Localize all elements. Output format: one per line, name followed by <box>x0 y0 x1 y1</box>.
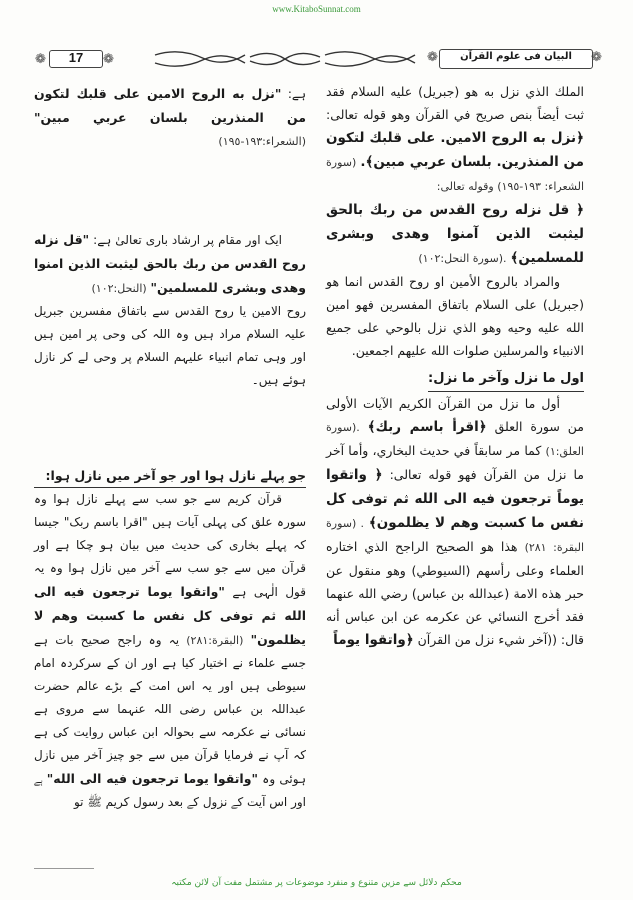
body-text: كما مر سابقاً في حديث البخاري، وأما آخر ما نزل من القرآن فهو قوله تعالى: <box>326 443 584 482</box>
body-text: هذا هو الصحيح الراجح الذي اختاره العلماء وعلى رأسهم (السيوطي) وهو منقول عن حبر هذه الامة (عبدالله بن عباس) رضي الله عنهما فقد أخرج النسائي عن عكرمه عن ابن عباس أنه قال: ((آخر شيء نزل من القرآن <box>326 539 584 647</box>
urdu-paragraph <box>34 228 306 300</box>
page-number: 17 <box>68 50 84 65</box>
verse-reference: (البقرة:٢٨١) <box>186 634 244 647</box>
urdu-paragraph <box>34 488 306 814</box>
body-text: یہ وہ راجح صحیح بات ہے جسے علماء نے اختیار کیا ہے اور ان کے سرکردہ امام سیوطی ہیں اور یہ اس امت کے بڑے عالم حضرت عبداللہ بن عباس رضی اللہ عنہما سے مروی ہے نسائی نے عکرمہ سے بحوالہ ابن عباس روایت کی ہے کہ آپ نے فرمایا قرآن میں سے جو چیز آخر میں نازل ہوئی وہ <box>34 633 306 786</box>
quran-quote: ﴿اقرأ باسم ربك﴾ <box>367 419 487 435</box>
body-text: ہے اور اس آیت کے نزول کے بعد رسول کریم ﷺ تو <box>34 772 306 809</box>
quran-quote: "قل نزله روح القدس من ربك بالحق ليثبت الذين امنوا وهدى وبشرى للمسلمين" <box>34 232 306 295</box>
footnote-divider <box>34 868 94 869</box>
section-heading: جو پہلے نازل ہوا اور جو آخر میں نازل ہوا: <box>34 464 306 488</box>
verse-reference: .(سورة العلق:١) <box>326 421 584 458</box>
quran-quote: ﴿نزل به الروح الامين. على قلبك لتكون من المنذرين. بلسان عربي مبين﴾. <box>326 130 584 170</box>
verse-reference: (الشعراء:١٩٣-١٩٥) <box>218 135 306 148</box>
page-header <box>35 46 605 72</box>
book-title-badge <box>427 46 605 72</box>
ornament-icon: ❁ <box>591 50 602 65</box>
ornament-icon: ❁ <box>103 52 114 67</box>
body-text: ایک اور مقام پر ارشاد باری تعالیٰ ہے: <box>93 233 283 247</box>
body-text: أول ما نزل من القرآن الكريم الآيات الأولى من سورة العلق <box>326 396 584 434</box>
arabic-column <box>326 80 584 652</box>
arabic-paragraph <box>326 80 584 198</box>
urdu-paragraph <box>34 82 306 153</box>
quran-quote: ﴿ واتقوا يوماً ترجعون فيه الى الله ثم توفى كل نفس ما كسبت وهم لا يظلمون﴾ <box>326 467 584 531</box>
arabic-paragraph <box>326 392 584 652</box>
flourish-ornament-icon <box>150 49 420 69</box>
arabic-paragraph <box>326 270 584 362</box>
site-url[interactable]: www.KitaboSunnat.com <box>272 4 361 14</box>
urdu-paragraph <box>34 300 306 392</box>
arabic-paragraph <box>326 198 584 270</box>
footer-tagline: محکم دلائل سے مزین متنوع و منفرد موضوعات پر مشتمل مفت آن لائن مکتبہ <box>171 878 462 888</box>
urdu-column <box>34 82 306 814</box>
body-text: قرآن کریم سے جو سب سے پہلے نازل ہوا وہ سورہ علق کی پہلی آیات ہیں "اقرا باسم ربک" جیسا کہ پہلے بخاری کی حدیث میں بیان ہو چکا ہے اور قرآن میں سے جو سب سے آخر میں نازل ہوا وہ یہ قول الٰہی ہے <box>34 492 306 599</box>
quran-quote: ﴿ قل نزله روح القدس من ربك بالحق ليثبت الذين آمنوا وهدى وبشرى للمسلمين﴾ <box>326 202 584 266</box>
verse-reference: (النحل:١٠٢) <box>91 282 147 295</box>
verse-reference: .(سورة النحل:١٠٢) <box>418 252 507 265</box>
body-text: روح الامین یا روح القدس سے باتفاق مفسرین جبریل علیہ السلام مراد ہیں وہ اللہ کی وحی پر امین ہیں اور وہی تمام انبیاء علیہم السلام پر وحی لے کر نازل ہوئے ہیں۔ <box>34 304 306 387</box>
ornament-icon: ❁ <box>427 50 438 65</box>
body-text: الملك الذي نزل به هو (جبريل) عليه السلام فقد ثبت أيضاً بنص صريح في القرآن وهو قوله تعالى: <box>326 84 584 122</box>
body-text: ہے: <box>287 87 306 101</box>
body-text: والمراد بالروح الأمين او روح القدس انما هو (جبريل) على السلام باتفاق المفسرين فهو امين الله عليه وحيه وهو الذي نزل بالوحي على جميع الانبياء والمرسلين صلوات الله عليهم اجمعين. <box>326 274 584 358</box>
verse-reference: (سورة الشعراء: ١٩٣-١٩٥) وقوله تعالى: <box>326 156 584 193</box>
quran-quote: ﴿واتقوا يوماً <box>333 632 414 648</box>
page-number-badge <box>35 48 117 70</box>
ornament-icon: ❁ <box>35 52 46 67</box>
section-heading: اول ما نزل وآخر ما نزل: <box>428 367 584 392</box>
verse-reference: . (سورة البقرة: ٢٨١) <box>326 517 585 554</box>
book-title: البیان فی علوم القرآن <box>460 51 572 62</box>
quran-quote: "نزل به الروح الامين على قلبك لتكون من المنذرين بلسان عربي مبين" <box>34 86 306 125</box>
quran-quote: "واتقوا يوما ترجعون فيه الى الله" <box>46 771 258 786</box>
quran-quote: "واتقوا يوما ترجعون فيه الى الله ثم توفى كل نفس ما كسبت وهم لا يظلمون" <box>34 584 306 647</box>
